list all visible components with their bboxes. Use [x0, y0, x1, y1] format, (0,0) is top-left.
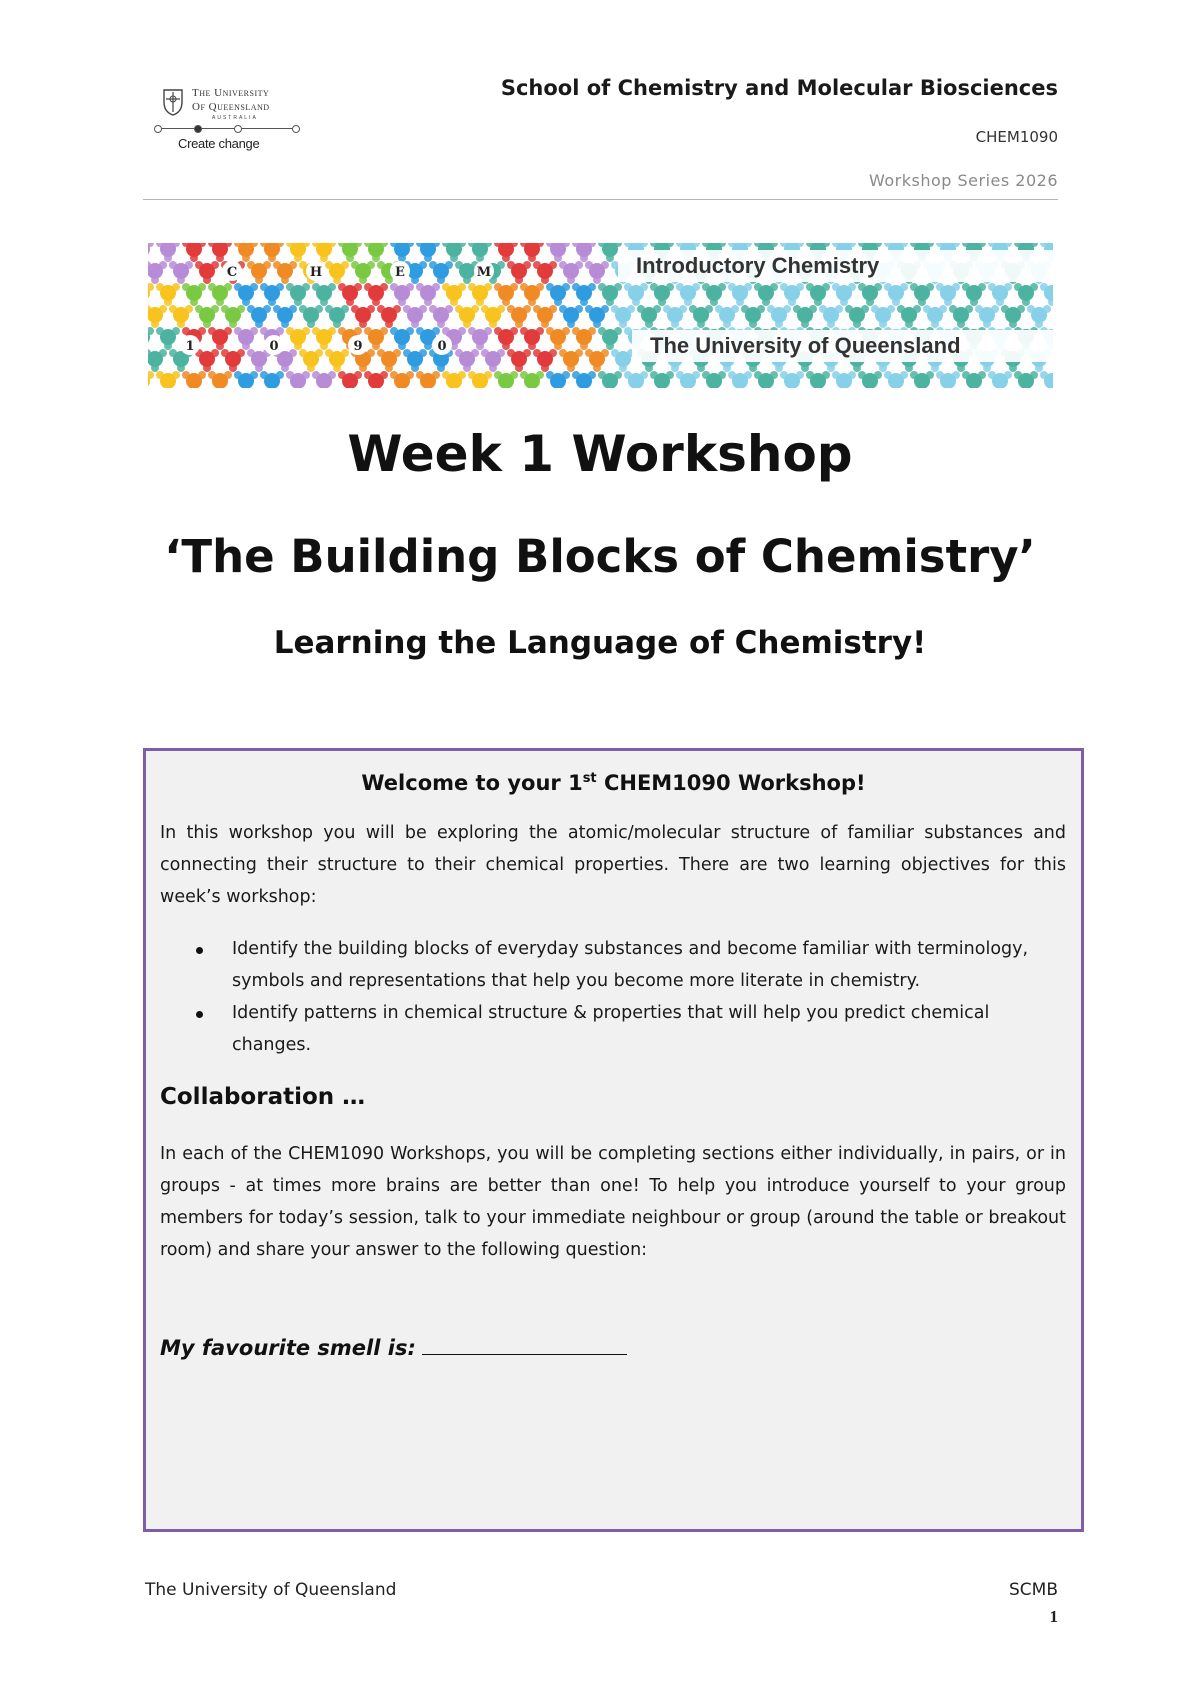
- molecule-cluster: [728, 283, 752, 306]
- page-tagline: Learning the Language of Chemistry!: [273, 625, 927, 661]
- molecule-cluster: [208, 371, 232, 388]
- molecule-cluster: [520, 371, 544, 388]
- molecule-cluster: [234, 283, 258, 306]
- molecule-cluster: [148, 305, 167, 328]
- molecule-cluster: [195, 261, 219, 284]
- answer-blank[interactable]: [422, 1334, 627, 1355]
- molecule-cluster: [351, 261, 375, 284]
- molecule-cluster: [1014, 371, 1038, 388]
- page-subtitle: ‘The Building Blocks of Chemistry’: [164, 530, 1036, 583]
- banner-row2-letter: 0: [269, 339, 279, 354]
- molecule-cluster: [728, 371, 752, 388]
- molecule-cluster: [390, 283, 414, 306]
- molecule-cluster: [780, 283, 804, 306]
- molecule-cluster: [468, 283, 492, 306]
- molecule-cluster: [156, 243, 180, 262]
- molecule-cluster: [858, 283, 882, 306]
- molecule-cluster: [442, 283, 466, 306]
- molecule-cluster: [148, 349, 167, 372]
- molecule-cluster: [533, 349, 557, 372]
- molecule-cluster: [195, 305, 219, 328]
- molecule-cluster: [546, 371, 570, 388]
- molecule-cluster: [148, 243, 154, 262]
- molecule-cluster: [299, 305, 323, 328]
- molecule-cluster: [325, 261, 349, 284]
- molecule-cluster: [949, 305, 973, 328]
- molecule-cluster: [286, 283, 310, 306]
- course-code: CHEM1090: [975, 128, 1058, 146]
- molecule-cluster: [884, 371, 908, 388]
- molecule-cluster: [494, 327, 518, 350]
- molecule-cluster: [312, 327, 336, 350]
- molecule-cluster: [221, 305, 245, 328]
- molecule-cluster: [767, 305, 791, 328]
- molecule-cluster: [624, 371, 648, 388]
- molecule-cluster: [507, 261, 531, 284]
- molecule-cluster: [754, 283, 778, 306]
- molecule-cluster: [364, 283, 388, 306]
- school-name: School of Chemistry and Molecular Biosciences: [500, 76, 1058, 100]
- welcome-heading: Welcome to your 1st CHEM1090 Workshop!: [361, 771, 866, 795]
- molecule-cluster: [260, 283, 284, 306]
- collaboration-heading: Collaboration …: [160, 1084, 366, 1110]
- molecule-cluster: [390, 327, 414, 350]
- molecule-cluster: [832, 371, 856, 388]
- molecule-cluster: [1040, 371, 1053, 388]
- molecule-cluster: [1027, 305, 1051, 328]
- banner-row1-letter: E: [395, 265, 405, 280]
- molecule-cluster: [923, 305, 947, 328]
- molecule-cluster: [325, 305, 349, 328]
- molecule-cluster: [403, 349, 427, 372]
- molecule-cluster: [338, 283, 362, 306]
- molecule-cluster: [312, 283, 336, 306]
- molecule-cluster: [897, 305, 921, 328]
- collaboration-paragraph: In each of the CHEM1090 Workshops, you will be completing sections either individually, in pairs, or in groups - at times more brains are better than one! To help you introduce yourself to your group members for today’s session, talk to your immediate neighbour or group (around the table or breakout room) and share your answer to the following question:: [160, 1144, 1066, 1260]
- molecule-cluster: [546, 327, 570, 350]
- molecule-cluster: [572, 283, 596, 306]
- logo-line-2: Of Queensland: [192, 101, 270, 113]
- molecule-cluster: [689, 305, 713, 328]
- molecule-cluster: [598, 371, 622, 388]
- logo-dot: [234, 125, 242, 133]
- molecule-cluster: [793, 305, 817, 328]
- molecule-cluster: [364, 243, 388, 262]
- list-item: Identify patterns in chemical structure & properties that will help you predict chemical changes.: [160, 997, 1066, 1061]
- molecule-cluster: [286, 327, 310, 350]
- molecule-cluster: [338, 371, 362, 388]
- objectives-list: [160, 933, 1066, 1061]
- molecule-cluster: [390, 371, 414, 388]
- molecule-cluster: [377, 349, 401, 372]
- molecule-cluster: [234, 371, 258, 388]
- molecule-cluster: [247, 305, 271, 328]
- uq-logo: [150, 84, 300, 156]
- molecule-cluster: [325, 349, 349, 372]
- molecule-cluster: [624, 283, 648, 306]
- molecule-cluster: [273, 261, 297, 284]
- molecule-cluster: [312, 243, 336, 262]
- molecule-cluster: [148, 261, 167, 284]
- molecule-cluster: [195, 349, 219, 372]
- molecule-cluster: [520, 283, 544, 306]
- molecule-cluster: [169, 261, 193, 284]
- molecule-cluster: [286, 243, 310, 262]
- molecule-cluster: [650, 283, 674, 306]
- logo-dot: [194, 125, 202, 133]
- molecule-cluster: [780, 371, 804, 388]
- molecule-cluster: [299, 349, 323, 372]
- molecule-cluster: [468, 243, 492, 262]
- molecule-cluster: [520, 243, 544, 262]
- banner-row2-letter: 0: [437, 339, 447, 354]
- molecule-cluster: [884, 283, 908, 306]
- welcome-box: [143, 748, 1084, 1532]
- bullet-icon: [196, 1011, 203, 1018]
- banner-row1-letter: H: [309, 265, 323, 280]
- molecule-cluster: [819, 305, 843, 328]
- molecule-cluster: [988, 371, 1012, 388]
- molecule-cluster: [455, 305, 479, 328]
- molecule-cluster: [494, 283, 518, 306]
- molecule-cluster: [806, 371, 830, 388]
- molecule-cluster: [533, 305, 557, 328]
- molecule-cluster: [936, 283, 960, 306]
- molecule-cluster: [390, 243, 414, 262]
- molecule-cluster: [429, 261, 453, 284]
- workshop-series: Workshop Series 2026: [868, 171, 1058, 190]
- molecule-cluster: [1014, 283, 1038, 306]
- molecule-cluster: [702, 371, 726, 388]
- molecule-cluster: [148, 371, 154, 388]
- molecule-cluster: [148, 327, 154, 350]
- molecule-cluster: [741, 305, 765, 328]
- molecule-cluster: [221, 349, 245, 372]
- molecule-cluster: [494, 371, 518, 388]
- molecule-cluster: [754, 371, 778, 388]
- molecule-cluster: [208, 283, 232, 306]
- smell-prompt: My favourite smell is:: [160, 1334, 627, 1360]
- molecule-cluster: [169, 305, 193, 328]
- molecule-cluster: [715, 305, 739, 328]
- page-number: 1: [1049, 1607, 1058, 1626]
- footer-department: SCMB: [1009, 1580, 1058, 1600]
- header-divider: [143, 199, 1058, 200]
- molecule-cluster: [234, 243, 258, 262]
- molecule-cluster: [377, 305, 401, 328]
- banner-row1-letter: C: [226, 265, 238, 280]
- molecule-cluster: [1001, 305, 1025, 328]
- molecule-cluster: [481, 305, 505, 328]
- molecule-cluster: [156, 327, 180, 350]
- molecule-cluster: [494, 243, 518, 262]
- molecule-cluster: [208, 327, 232, 350]
- molecule-cluster: [416, 283, 440, 306]
- molecule-cluster: [182, 243, 206, 262]
- molecule-cluster: [585, 305, 609, 328]
- molecule-cluster: [546, 283, 570, 306]
- molecule-cluster: [572, 371, 596, 388]
- molecule-cluster: [611, 305, 635, 328]
- molecule-cluster: [468, 371, 492, 388]
- logo-divider: [156, 128, 300, 129]
- molecule-cluster: [416, 243, 440, 262]
- logo-line-1: The University: [192, 87, 270, 99]
- molecule-cluster: [1040, 283, 1053, 306]
- molecule-cluster: [559, 261, 583, 284]
- molecule-cluster: [260, 371, 284, 388]
- molecule-cluster: [182, 283, 206, 306]
- molecule-cluster: [481, 349, 505, 372]
- molecule-cluster: [364, 371, 388, 388]
- molecule-cluster: [234, 327, 258, 350]
- molecule-cluster: [832, 283, 856, 306]
- page-title: Week 1 Workshop: [347, 425, 853, 483]
- molecule-cluster: [208, 243, 232, 262]
- bullet-icon: [196, 947, 203, 954]
- molecule-cluster: [507, 349, 531, 372]
- molecule-cluster: [637, 305, 661, 328]
- molecule-cluster: [962, 371, 986, 388]
- molecule-cluster: [559, 305, 583, 328]
- molecule-cluster: [507, 305, 531, 328]
- molecule-cluster: [650, 371, 674, 388]
- molecule-cluster: [988, 283, 1012, 306]
- molecule-cluster: [572, 327, 596, 350]
- molecule-cluster: [429, 305, 453, 328]
- molecule-cluster: [910, 371, 934, 388]
- molecule-cluster: [247, 261, 271, 284]
- molecule-cluster: [962, 283, 986, 306]
- molecule-cluster: [871, 305, 895, 328]
- molecule-cluster: [416, 371, 440, 388]
- molecule-cluster: [338, 243, 362, 262]
- logo-tagline: Create change: [178, 136, 260, 151]
- list-item: Identify the building blocks of everyday substances and become familiar with terminology, symbols and representations that help you become more literate in chemistry.: [160, 933, 1066, 997]
- uq-crest-icon: [162, 88, 184, 116]
- banner-label-top: Introductory Chemistry: [618, 250, 1053, 282]
- molecule-cluster: [845, 305, 869, 328]
- molecule-cluster: [312, 371, 336, 388]
- molecule-cluster: [676, 283, 700, 306]
- logo-line-3: AUSTRALIA: [212, 115, 258, 121]
- molecule-cluster: [598, 283, 622, 306]
- molecule-cluster: [936, 371, 960, 388]
- molecule-cluster: [286, 371, 310, 388]
- molecule-cluster: [273, 305, 297, 328]
- molecule-cluster: [559, 349, 583, 372]
- molecule-cluster: [676, 371, 700, 388]
- molecule-cluster: [520, 327, 544, 350]
- molecule-cluster: [572, 243, 596, 262]
- molecule-cluster: [598, 327, 622, 350]
- molecule-cluster: [468, 327, 492, 350]
- molecule-cluster: [148, 283, 154, 306]
- molecule-cluster: [403, 305, 427, 328]
- course-banner: [148, 243, 1053, 388]
- molecule-cluster: [182, 371, 206, 388]
- molecule-cluster: [442, 243, 466, 262]
- molecule-cluster: [442, 371, 466, 388]
- molecule-cluster: [975, 305, 999, 328]
- logo-dot: [292, 125, 300, 133]
- banner-label-bottom: The University of Queensland: [632, 330, 1053, 362]
- molecule-cluster: [585, 261, 609, 284]
- banner-row2-letter: 1: [185, 339, 195, 354]
- molecule-cluster: [910, 283, 934, 306]
- molecule-cluster: [156, 371, 180, 388]
- footer-university: The University of Queensland: [145, 1580, 397, 1600]
- banner-row2-letter: 9: [353, 339, 363, 354]
- molecule-cluster: [156, 283, 180, 306]
- molecule-cluster: [585, 349, 609, 372]
- molecule-cluster: [533, 261, 557, 284]
- molecule-cluster: [260, 243, 284, 262]
- banner-row1-letter: M: [476, 265, 492, 280]
- molecule-cluster: [663, 305, 687, 328]
- molecule-cluster: [858, 371, 882, 388]
- molecule-cluster: [806, 283, 830, 306]
- molecule-cluster: [351, 305, 375, 328]
- intro-paragraph: In this workshop you will be exploring the atomic/molecular structure of familiar substances and connecting their structure to their chemical properties. There are two learning objectives for this week’s workshop:: [160, 823, 1066, 907]
- logo-dot: [154, 125, 162, 133]
- molecule-cluster: [546, 243, 570, 262]
- molecule-cluster: [702, 283, 726, 306]
- molecule-cluster: [455, 349, 479, 372]
